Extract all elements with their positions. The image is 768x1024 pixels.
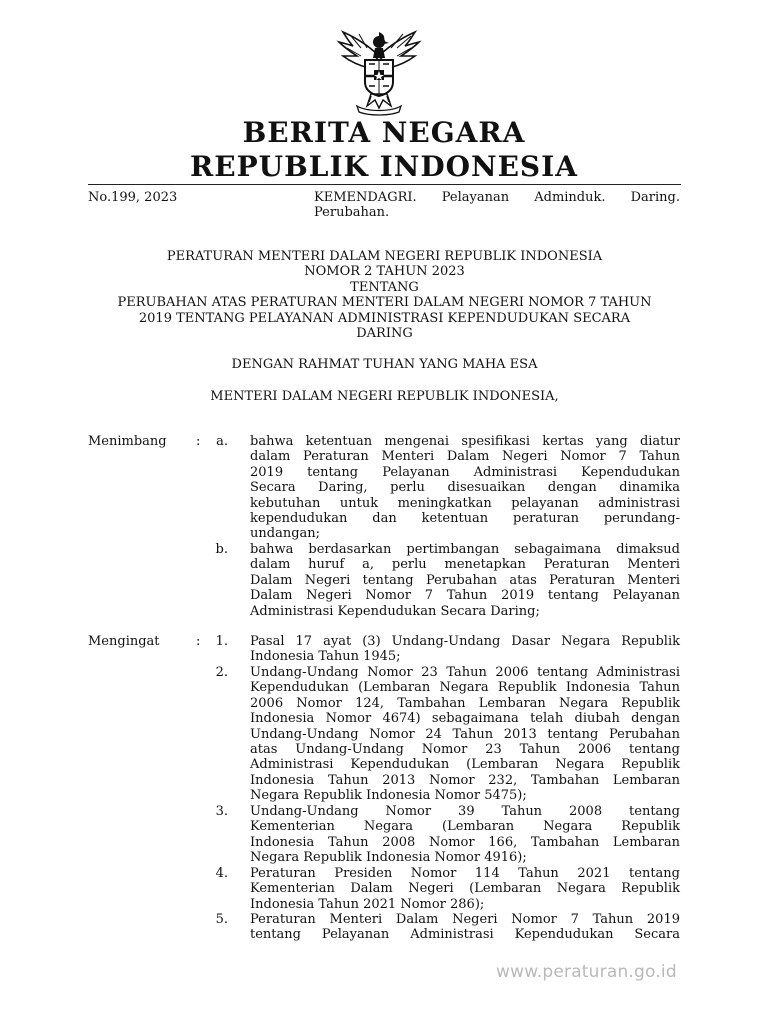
gazette-number: No.199, 2023 — [88, 190, 178, 205]
source-website-watermark: www.peraturan.go.id — [496, 962, 677, 982]
menimbang-item-b — [250, 542, 680, 619]
mengingat-item-1 — [250, 634, 680, 665]
clause-line: Dalam Negeri tentang Perubahan atas Peraturan Menteri — [250, 572, 680, 588]
gazette-title-line1: BERITA NEGARA — [242, 116, 526, 149]
clause-line: Secara Daring, perlu disesuaikan dengan dinamika — [250, 480, 680, 496]
clause-line: Kementerian Dalam Negeri (Lembaran Negara Republik — [250, 881, 680, 897]
mengingat-item-5 — [250, 912, 680, 943]
menimbang-item-a — [250, 434, 680, 542]
clause-line: Peraturan Menteri Dalam Negeri Nomor 7 Tahun 2019 — [250, 912, 680, 927]
regulation-title-line: NOMOR 2 TAHUN 2023 — [304, 264, 465, 280]
regulation-title-line: 2019 TENTANG PELAYANAN ADMINISTRASI KEPENDUDUKAN SECARA — [138, 310, 631, 326]
clause-line: dalam huruf a, perlu menetapkan Peraturan Menteri — [250, 557, 680, 573]
menimbang-label: Menimbang — [88, 434, 167, 449]
clause-line: 2019 tentang Pelayanan Administrasi Kependudukan — [250, 464, 680, 480]
garuda-emblem-icon — [331, 26, 427, 116]
mengingat-item-4 — [250, 866, 680, 912]
clause-line: kependudukan dan ketentuan peraturan perundang- — [250, 511, 680, 527]
regulation-title-line: TENTANG — [350, 279, 419, 295]
clause-line: dalam Peraturan Menteri Dalam Negeri Nomor 7 Tahun — [250, 449, 680, 465]
mengingat-colon: : — [196, 634, 201, 649]
clause-line: 2006 Nomor 124, Tambahan Lembaran Negara Republik — [250, 695, 680, 711]
keywords-line: Perubahan. — [314, 205, 390, 221]
clause-line: undangan; — [250, 526, 321, 542]
clause-line: kebutuhan untuk meningkatkan pelayanan administrasi — [250, 495, 680, 511]
menimbang-marker-b: b. — [215, 542, 228, 557]
clause-line: Dalam Negeri Nomor 7 Tahun 2019 tentang Pelayanan — [250, 588, 680, 604]
clause-line: Kependudukan (Lembaran Negara Republik Indonesia Tahun — [250, 680, 680, 696]
regulation-title — [88, 249, 681, 341]
clause-line: Indonesia Tahun 1945; — [250, 649, 401, 665]
clause-line: Kementerian Negara (Lembaran Negara Republik — [250, 819, 680, 835]
gazette-title-line2: REPUBLIK INDONESIA — [190, 150, 578, 183]
menimbang-marker-a: a. — [216, 434, 228, 449]
preamble-dengan: DENGAN RAHMAT TUHAN YANG MAHA ESA — [231, 357, 538, 372]
clause-line: Indonesia Tahun 2008 Nomor 166, Tambahan Lembaran — [250, 834, 680, 850]
clause-line: Pasal 17 ayat (3) Undang-Undang Dasar Negara Republik — [250, 634, 680, 649]
clause-line: Negara Republik Indonesia Nomor 5475); — [250, 788, 527, 804]
regulation-title-line: DARING — [356, 326, 413, 342]
menimbang-colon: : — [196, 434, 201, 449]
clause-line: Indonesia Tahun 2013 Nomor 232, Tambahan Lembaran — [250, 772, 680, 788]
gazette-keywords — [314, 190, 680, 221]
mengingat-marker-3: 3. — [215, 804, 228, 819]
clause-line: Indonesia Tahun 2021 Nomor 286); — [250, 896, 485, 912]
regulation-title-line: PERATURAN MENTERI DALAM NEGERI REPUBLIK INDONESIA — [166, 249, 603, 264]
mengingat-marker-4: 4. — [215, 866, 228, 881]
mengingat-label: Mengingat — [88, 634, 160, 649]
clause-line: Peraturan Presiden Nomor 114 Tahun 2021 tentang — [250, 866, 680, 881]
clause-line: Undang-Undang Nomor 24 Tahun 2013 tentang Perubahan — [250, 726, 680, 742]
mengingat-marker-2: 2. — [215, 665, 228, 680]
clause-line: Undang-Undang Nomor 39 Tahun 2008 tentang — [250, 804, 680, 819]
mengingat-item-2 — [250, 665, 680, 804]
clause-line: atas Undang-Undang Nomor 23 Tahun 2006 tentang — [250, 742, 680, 758]
clause-line: bahwa berdasarkan pertimbangan sebagaimana dimaksud — [250, 542, 680, 557]
mengingat-marker-5: 5. — [215, 912, 228, 927]
regulation-title-line: PERUBAHAN ATAS PERATURAN MENTERI DALAM NEGERI NOMOR 7 TAHUN — [117, 295, 652, 311]
header-divider — [88, 184, 681, 185]
clause-line: Administrasi Kependudukan (Lembaran Negara Republik — [250, 757, 680, 773]
preamble-menteri: MENTERI DALAM NEGERI REPUBLIK INDONESIA, — [210, 389, 559, 404]
mengingat-marker-1: 1. — [215, 634, 228, 649]
clause-line: bahwa ketentuan mengenai spesifikasi kertas yang diatur — [250, 434, 680, 449]
clause-line: Undang-Undang Nomor 23 Tahun 2006 tentang Administrasi — [250, 665, 680, 680]
clause-line: tentang Pelayanan Administrasi Kependudukan Secara — [250, 927, 680, 943]
mengingat-item-3 — [250, 804, 680, 866]
clause-line: Negara Republik Indonesia Nomor 4916); — [250, 850, 527, 866]
clause-line: Administrasi Kependudukan Secara Daring; — [250, 603, 540, 619]
clause-line: Indonesia Nomor 4674) sebagaimana telah diubah dengan — [250, 711, 680, 727]
keywords-line: KEMENDAGRI. Pelayanan Adminduk. Daring. — [314, 190, 680, 205]
